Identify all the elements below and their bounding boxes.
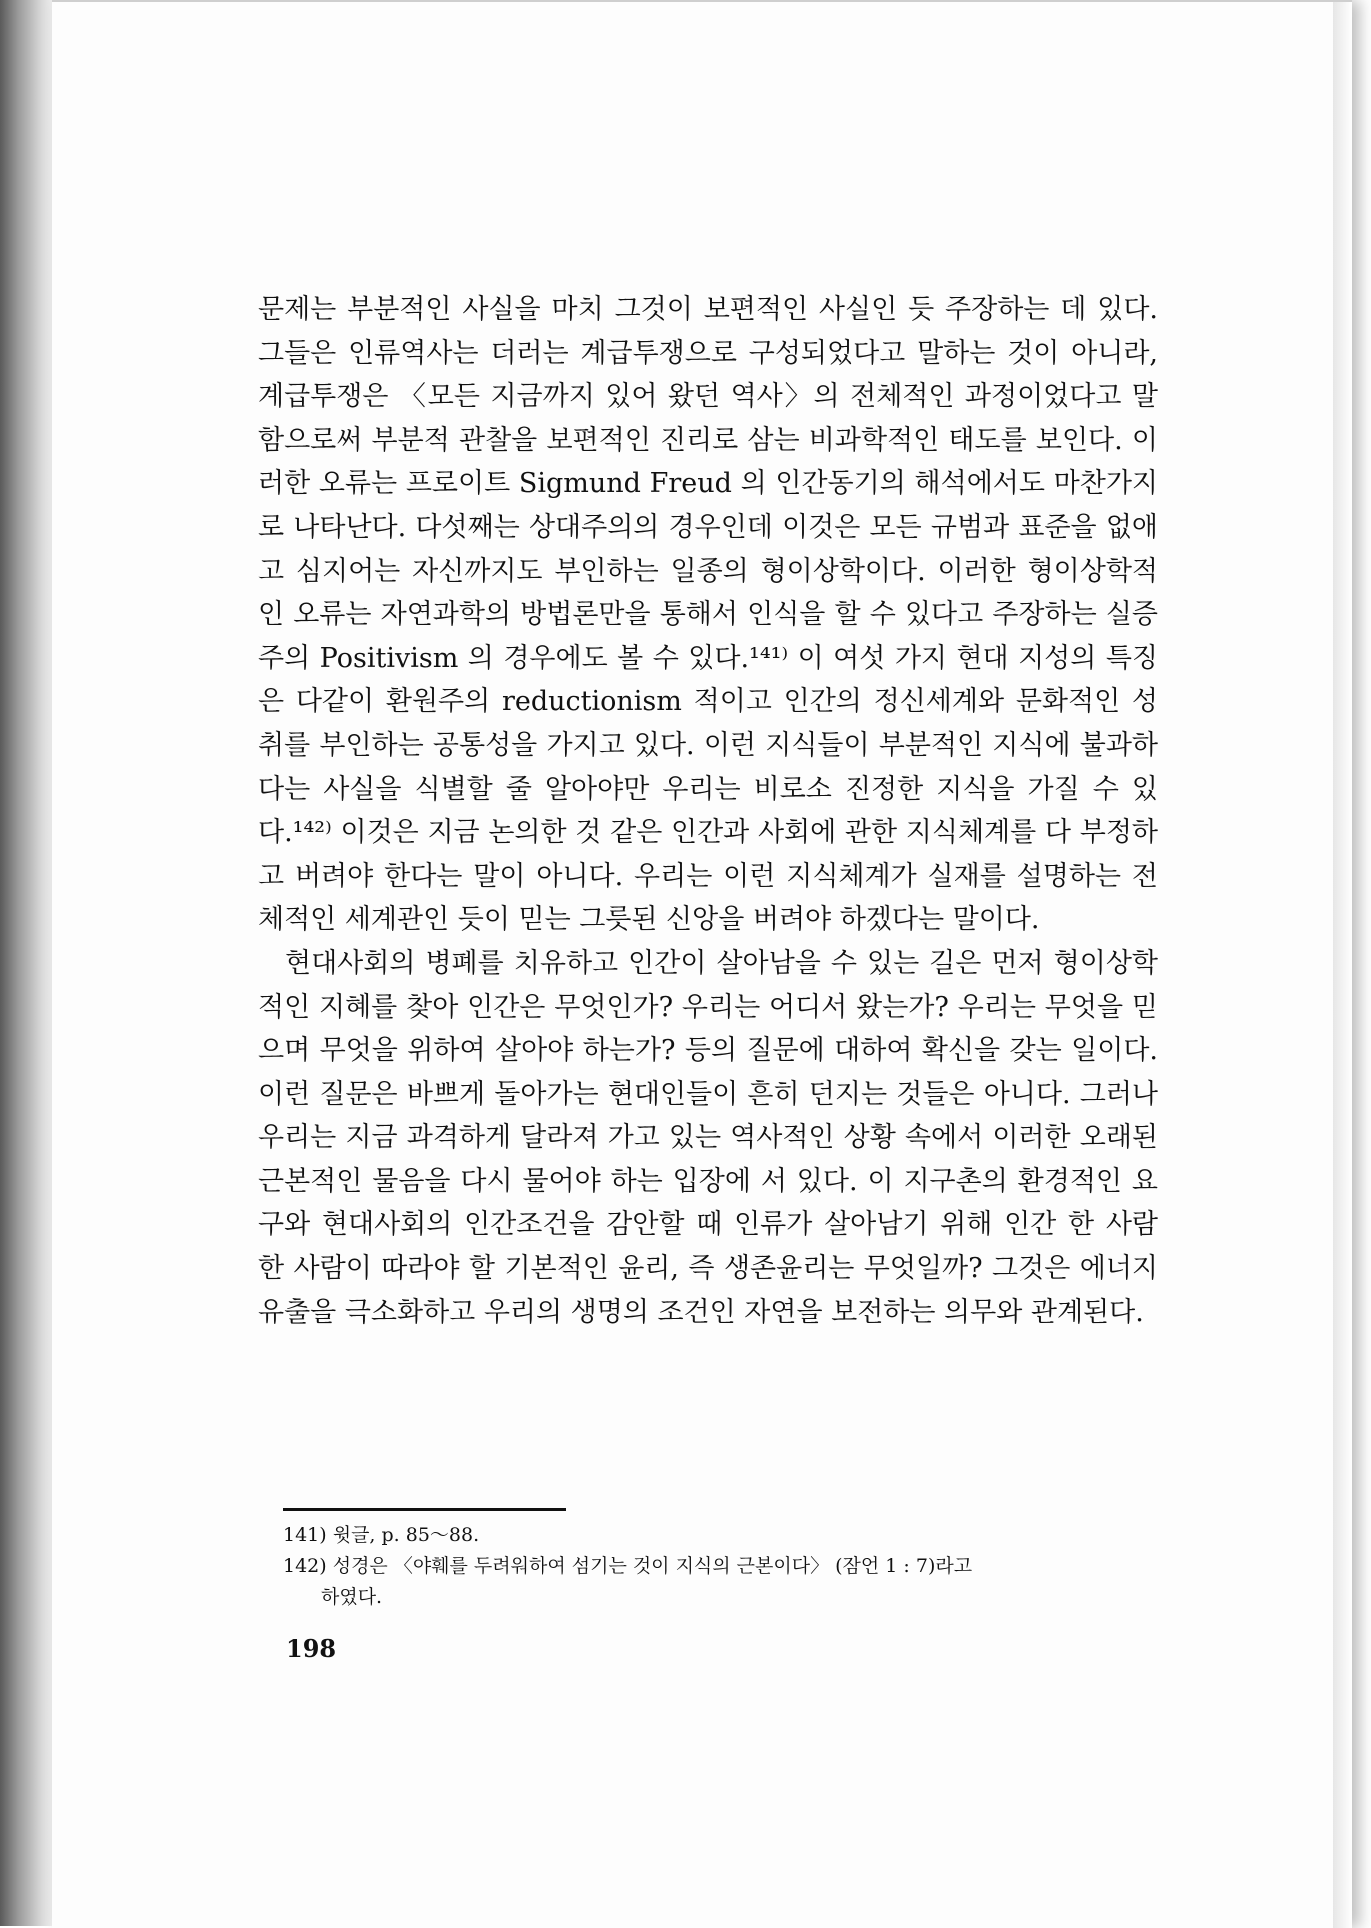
footnote-141-text: 141) 윗글, p. 85～88. — [283, 1524, 480, 1546]
footnotes — [283, 1520, 1163, 1613]
footnote-142-continuation: 하였다. — [321, 1586, 383, 1608]
footnote-142 — [283, 1551, 1163, 1613]
footnote-divider — [283, 1508, 566, 1511]
page-edge — [1333, 2, 1352, 1928]
page-number: 198 — [286, 1634, 337, 1663]
paragraph-2: 현대사회의 병폐를 치유하고 인간이 살아남을 수 있는 길은 먼저 형이상학적인 지혜를 찾아 인간은 무엇인가? 우리는 어디서 왔는가? 우리는 무엇을 믿으며 무엇을 위하여 살아야 하는가? 등의 질문에 대하여 확신을 갖는 일이다. 이런 질문은 바쁘게 돌아가는 현대인들이 흔히 던지는 것들은 아니다. 그러나 우리는 지금 과격하게 달라져 가고 있는 역사적인 상황 속에서 이러한 오래된 근본적인 물음을 다시 물어야 하는 입장에 서 있다. 이 지구촌의 환경적인 요구와 현대사회의 인간조건을 감안할 때 인류가 살아남기 위해 인간 한 사람 한 사람이 따라야 할 기본적인 윤리, 즉 생존윤리는 무엇일까? 그것은 에너지 유출을 극소화하고 우리의 생명의 조건인 자연을 보전하는 의무와 관계된다. — [258, 947, 1158, 1328]
main-text — [258, 288, 1158, 1334]
book-spine — [0, 0, 52, 1926]
footnote-142-text: 142) 성경은 〈야훼를 두려워하여 섬기는 것이 지식의 근본이다〉 (잠언 1 : 7)라고 — [283, 1555, 973, 1577]
paragraph-1: 문제는 부분적인 사실을 마치 그것이 보편적인 사실인 듯 주장하는 데 있다. 그들은 인류역사는 더러는 계급투쟁으로 구성되었다고 말하는 것이 아니라, 계급투쟁은 〈모든 지금까지 있어 왔던 역사〉의 전체적인 과정이었다고 말함으로써 부분적 관찰을 보편적인 진리로 삼는 비과학적인 태도를 보인다. 이러한 오류는 프로이트 Sigmund Freud 의 인간동기의 해석에서도 마찬가지로 나타난다. 다섯째는 상대주의의 경우인데 이것은 모든 규범과 표준을 없애고 심지어는 자신까지도 부인하는 일종의 형이상학이다. 이러한 형이상학적인 오류는 자연과학의 방법론만을 통해서 인식을 할 수 있다고 주장하는 실증주의 Positivism 의 경우에도 볼 수 있다.¹⁴¹⁾ 이 여섯 가지 현대 지성의 특징은 다같이 환원주의 reductionism 적이고 인간의 정신세계와 문화적인 성취를 부인하는 공통성을 가지고 있다. 이런 지식들이 부분적인 지식에 불과하다는 사실을 식별할 줄 알아야만 우리는 비로소 진정한 지식을 가질 수 있다.¹⁴²⁾ 이것은 지금 논의한 것 같은 인간과 사회에 관한 지식체계를 다 부정하고 버려야 한다는 말이 아니다. 우리는 이런 지식체계가 실재를 설명하는 전체적인 세계관인 듯이 믿는 그릇된 신앙을 버려야 하겠다는 말이다. — [258, 294, 1158, 936]
footnote-141 — [283, 1520, 1163, 1551]
